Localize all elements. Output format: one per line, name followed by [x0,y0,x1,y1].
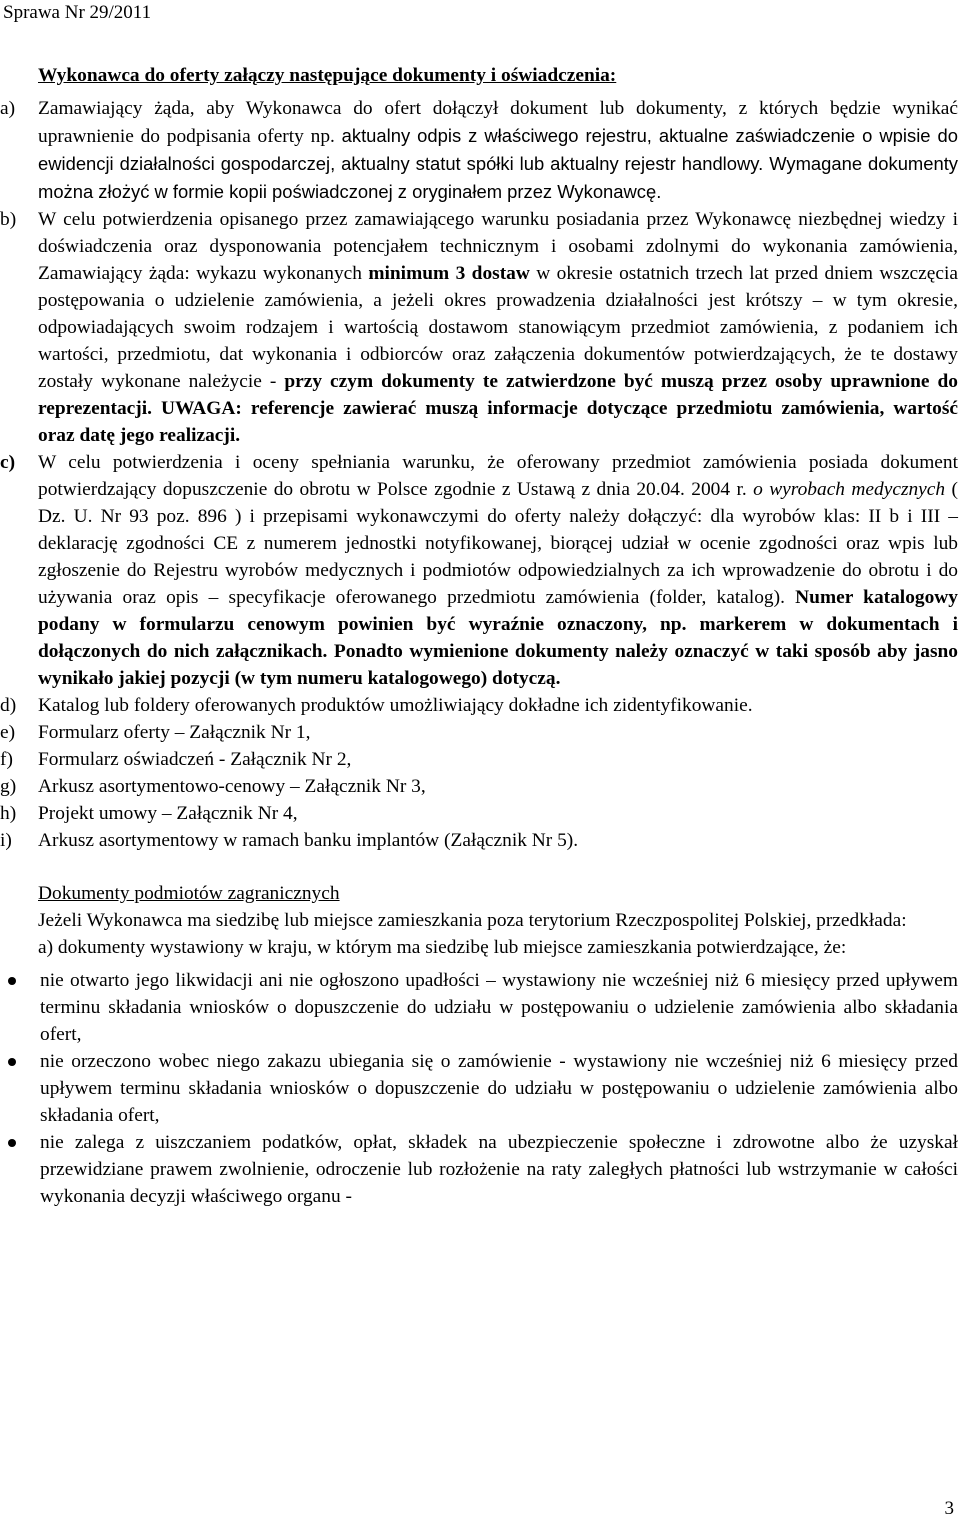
item-a-text-1: Zamawiający żąda, aby Wykonawca do ofert dołączył dokument lub dokumenty, z których będzie wynikać uprawnienie do podpisania oferty np. [38,98,958,147]
item-h [0,800,958,827]
item-a-text-2: aktualny odpis z właściwego rejestru, aktualne zaświadczenie o wpisie do ewidencji działalności gospodarczej, aktualny statut spółki lub aktualny rejestr handlowy. Wymagane dokumenty można złożyć w formie kopii poświadczonej z oryginałem przez Wykonawcę. [38,125,958,202]
item-b-bold-2: przy czym dokumenty te zatwierdzone być muszą przez osoby uprawnione do reprezentacji. UWAGA: referencje zawierać muszą informacje dotyczące przedmiotu zamówienia, wartość oraz datę jego realizacji. [38,371,959,446]
page-number: 3 [944,1498,954,1519]
item-label: a) [0,98,16,119]
case-number-header: Sprawa Nr 29/2011 [3,2,152,23]
item-g [0,773,958,800]
item-b-text-1: W celu potwierdzenia opisanego przez zamawiającego warunku posiadania przez Wykonawcę niezbędnej wiedzy i doświadczenia oraz dysponowania potencjałem technicznym i osobami zdolnymi do wykonania zamówienia, Zamawiający żąda: wykazu wykonanych [38,209,958,284]
document-body [0,56,959,1210]
bullet-icon [8,977,16,985]
item-h-text: Projekt umowy – Załącznik Nr 4, [38,803,298,824]
item-c-italic: o wyrobach medycznych [753,479,946,500]
section-heading: Wykonawca do oferty załączy następujące dokumenty i oświadczenia: [38,65,617,86]
bullet-icon [8,1058,16,1066]
foreign-intro: Jeżeli Wykonawca ma siedzibę lub miejsce zamieszkania poza terytorium Rzeczpospolitej Polskiej, przedkłada: [38,910,907,931]
bullet-item [0,1048,958,1129]
item-g-text: Arkusz asortymentowo-cenowy – Załącznik Nr 3, [38,776,426,797]
item-c-text-1: W celu potwierdzenia i oceny spełniania warunku, że oferowany przedmiot zamówienia posiada dokument potwierdzający dopuszczenie do obrotu w Polsce zgodnie z Ustawą z dnia 20.04. 2004 r. [38,452,958,500]
bullet-item [0,1129,958,1210]
bullet-text: nie otwarto jego likwidacji ani nie ogłoszono upadłości – wystawiony nie wcześniej niż 6 miesięcy przed upływem terminu składania wniosków o dopuszczenie do udziału w postępowaniu o udzielenie zamówienia albo składania ofert, [40,970,958,1045]
foreign-section-heading: Dokumenty podmiotów zagranicznych [38,883,340,904]
item-d-text: Katalog lub foldery oferowanych produktów umożliwiający dokładne ich zidentyfikowanie. [38,695,753,716]
bullet-icon [8,1139,16,1147]
item-label: b) [0,209,17,230]
item-b-text-2: w okresie ostatnich trzech lat przed dniem wszczęcia postępowania o udzielenie zamówienia, a jeżeli okres prowadzenia działalności jest krótszy – w tym okresie, odpowiadających swoim rodzajem i wartością dostawom stanowiącym przedmiot zamówienia, z podaniem ich wartości, przedmiotu, dat wykonania i odbiorców oraz załączenia dokumentów potwierdzających, że te dostawy zostały wykonane należycie - [38,263,958,392]
foreign-bullet-list [0,967,958,1210]
item-e-text: Formularz oferty – Załącznik Nr 1, [38,722,311,743]
bullet-item [0,967,958,1048]
item-label: h) [0,803,17,824]
item-f [0,746,958,773]
item-c [0,449,958,692]
item-label: d) [0,695,17,716]
bullet-text: nie orzeczono wobec niego zakazu ubiegania się o zamówienie - wystawiony nie wcześniej niż 6 miesięcy przed upływem terminu składania wniosków o dopuszczenie do udziału w postępowaniu o udzielenie zamówienia albo składania ofert, [40,1051,958,1126]
item-i [0,827,958,854]
item-b [0,206,959,449]
item-label: c) [0,452,16,473]
item-f-text: Formularz oświadczeń - Załącznik Nr 2, [38,749,352,770]
foreign-item-a: a) dokumenty wystawiony w kraju, w którym ma siedzibę lub miejsce zamieszkania potwierdzające, że: [38,937,847,958]
item-c-text-2: ( Dz. U. Nr 93 poz. 896 ) i przepisami wykonawczymi do oferty należy dołączyć: dla wyrobów klas: II b i III – deklarację zgodności CE z numerem jednostki notyfikowanej, biorącej udział w ocenie zgodności oraz wpis lub zgłoszenie do Rejestru wyrobów medycznych i podmiotów odpowiedzialnych za ich wprowadzenie do obrotu i do używania oraz opis – specyfikacje oferowanego przedmiotu zamówienia (folder, katalog). [38,479,958,608]
item-label: f) [0,749,13,770]
item-label: i) [0,830,12,851]
item-a [0,95,958,206]
item-label: e) [0,722,16,743]
item-i-text: Arkusz asortymentowy w ramach banku implantów (Załącznik Nr 5). [38,830,579,851]
item-d [0,692,958,719]
bullet-text: nie zalega z uiszczaniem podatków, opłat, składek na ubezpieczenie społeczne i zdrowotne albo że uzyskał przewidziane prawem zwolnienie, odroczenie lub rozłożenie na raty zaległych płatności lub wstrzymanie w całości wykonania decyzji właściwego organu - [40,1132,958,1207]
item-b-bold-1: minimum 3 dostaw [368,263,530,284]
item-c-bold: Numer katalogowy podany w formularzu cenowym powinien być wyraźnie oznaczony, np. markerem w dokumentach i dołączonych do nich załącznikach. Ponadto wymienione dokumenty należy oznaczyć w taki sposób aby jasno wynikało jakiej pozycji (w tym numeru katalogowego) dotyczą. [38,587,958,689]
item-label: g) [0,776,17,797]
item-e [0,719,958,746]
